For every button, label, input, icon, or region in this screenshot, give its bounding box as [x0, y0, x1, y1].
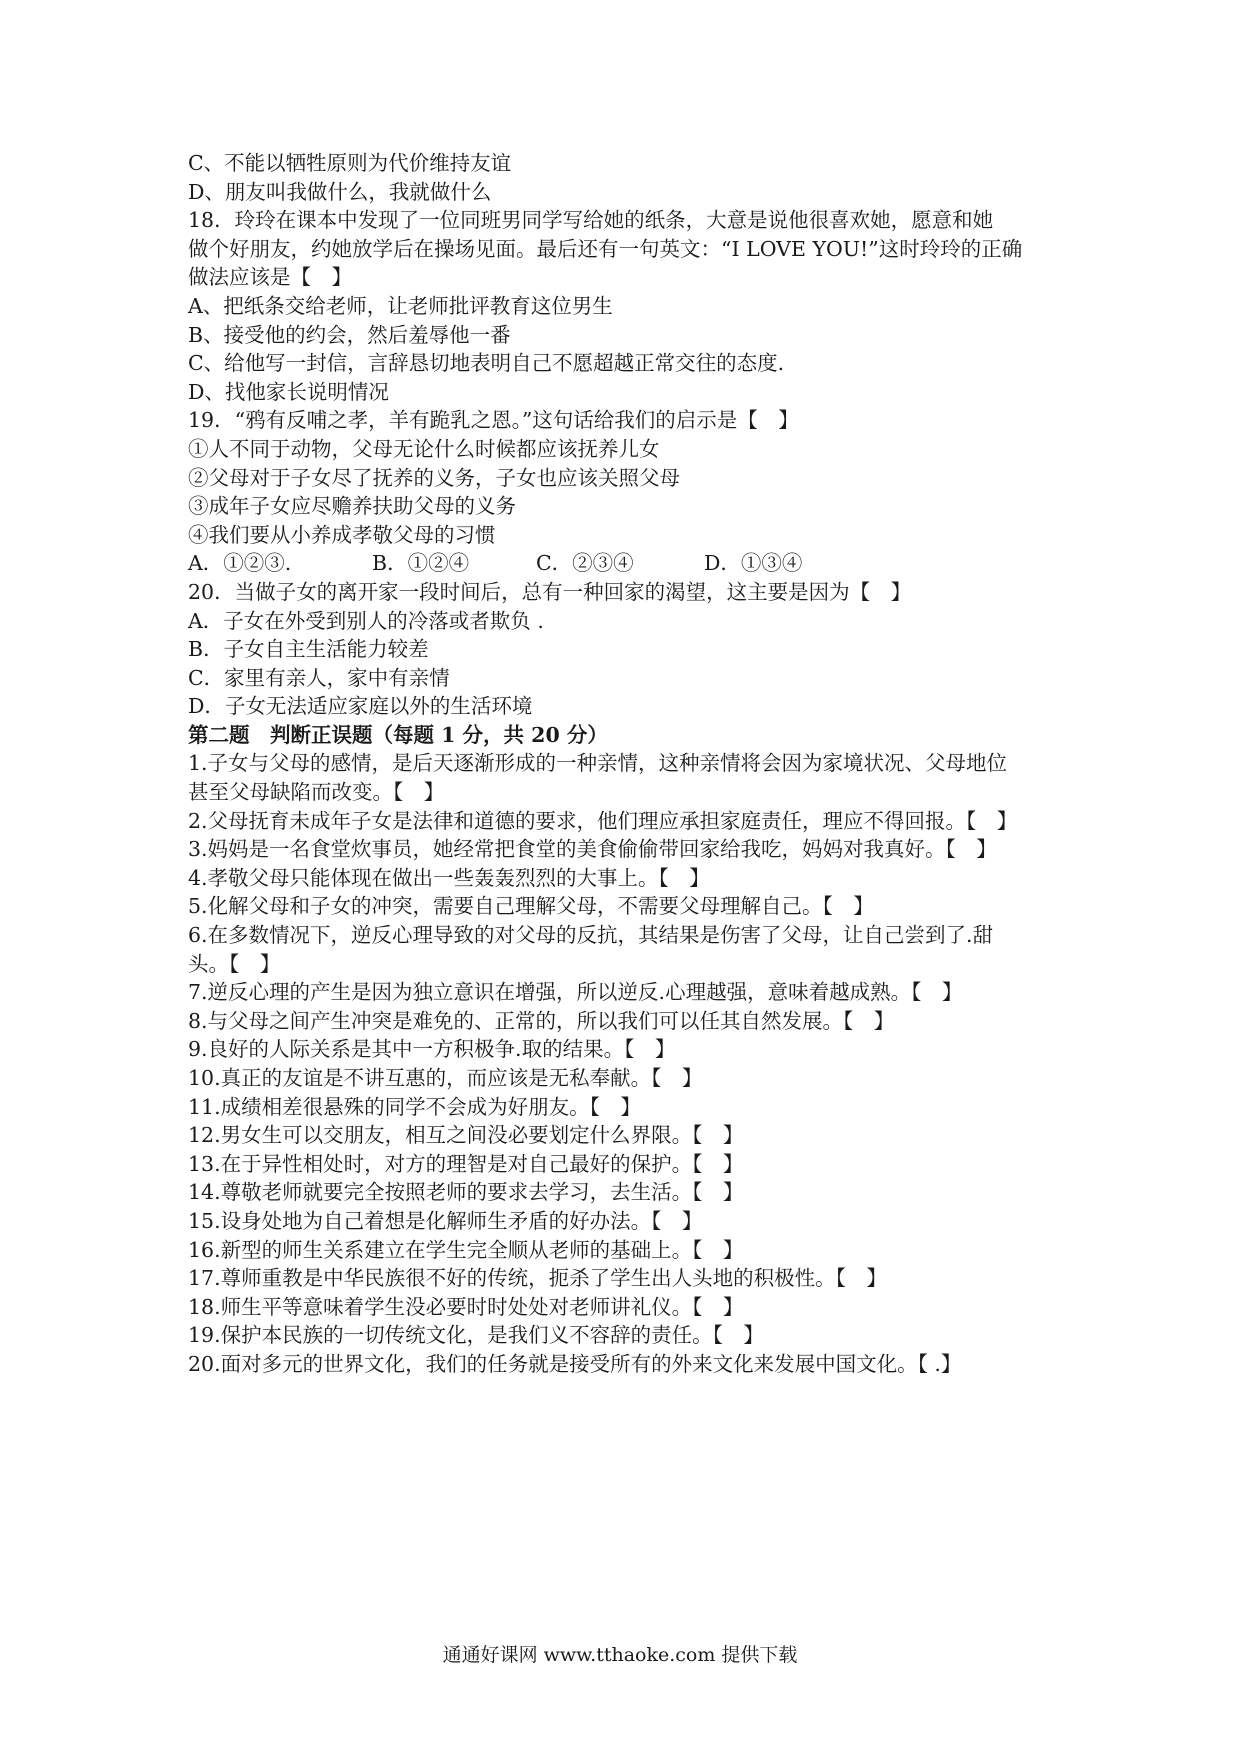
judgement-item-line: 11.成绩相差很悬殊的同学不会成为好朋友。【 】 — [188, 1094, 641, 1119]
judgement-item-line: 12.男女生可以交朋友，相互之间没必要划定什么界限。【 】 — [188, 1123, 744, 1148]
q18-option-a: A、把纸条交给老师，让老师批评教育这位男生 — [188, 293, 613, 318]
q19-option-d: D．①③④ — [704, 551, 803, 576]
q18-stem-line: 做个好朋友，约她放学后在操场见面。最后还有一句英文：“I LOVE YOU!”这时玲玲的正确 — [188, 236, 1023, 261]
q18-option-c: C、给他写一封信，言辞恳切地表明自己不愿超越正常交往的态度. — [188, 351, 785, 376]
judgement-item-line: 7.逆反心理的产生是因为独立意识在增强，所以逆反.心理越强，意味着越成熟。【 】 — [188, 980, 963, 1005]
section-2-items — [188, 749, 1068, 1378]
q20-option-d: D．子女无法适应家庭以外的生活环境 — [188, 694, 533, 719]
judgement-item-line: 17.尊师重教是中华民族很不好的传统，扼杀了学生出人头地的积极性。【 】 — [188, 1266, 887, 1291]
q20-option-c: C．家里有亲人，家中有亲情 — [188, 665, 450, 690]
judgement-item-line: 2.父母抚育未成年子女是法律和道德的要求，他们理应承担家庭责任，理应不得回报。【 】 — [188, 808, 1018, 833]
judgement-item-line: 16.新型的师生关系建立在学生完全顺从老师的基础上。【 】 — [188, 1237, 744, 1262]
judgement-item-line: 19.保护本民族的一切传统文化，是我们义不容辞的责任。【 】 — [188, 1323, 764, 1348]
judgement-item-line: 1.子女与父母的感情，是后天逐渐形成的一种亲情，这种亲情将会因为家境状况、父母地位 — [188, 751, 1008, 776]
q19-option-c: C．②③④ — [536, 551, 634, 576]
q19-statement-2: ②父母对于子女尽了抚养的义务，子女也应该关照父母 — [188, 465, 680, 490]
judgement-item-line: 头。【 】 — [188, 951, 281, 976]
q18-option-b: B、接受他的约会，然后羞辱他一番 — [188, 322, 511, 347]
section-2-title: 第二题 判断正误题（每题 1 分，共 20 分） — [188, 722, 608, 747]
q18-stem-line: 18．玲玲在课本中发现了一位同班男同学写给她的纸条，大意是说他很喜欢她，愿意和她 — [188, 208, 994, 233]
judgement-item-line: 20.面对多元的世界文化，我们的任务就是接受所有的外来文化来发展中国文化。【 .】 — [188, 1351, 962, 1376]
judgement-item-line: 13.在于异性相处时，对方的理智是对自己最好的保护。【 】 — [188, 1151, 744, 1176]
footer-credit: 通通好课网 www.tthaoke.com 提供下载 — [442, 1644, 798, 1666]
q20-option-b: B．子女自主生活能力较差 — [188, 637, 429, 662]
q20-stem: 20．当做子女的离开家一段时间后，总有一种回家的渴望，这主要是因为【 】 — [188, 579, 912, 604]
judgement-item-line: 9.良好的人际关系是其中一方积极争.取的结果。【 】 — [188, 1037, 676, 1062]
judgement-item-line: 10.真正的友谊是不讲互惠的，而应该是无私奉献。【 】 — [188, 1066, 703, 1090]
q17-option-d: D、朋友叫我做什么，我就做什么 — [188, 179, 492, 204]
judgement-item-line: 15.设身处地为自己着想是化解师生矛盾的好办法。【 】 — [188, 1208, 703, 1233]
q17-option-c: C、不能以牺牲原则为代价维持友谊 — [188, 151, 512, 175]
q19-options-row — [188, 549, 1068, 578]
judgement-item-line: 6.在多数情况下，逆反心理导致的对父母的反抗，其结果是伤害了父母，让自己尝到了.甜 — [188, 923, 994, 948]
q19-option-a: A．①②③. — [188, 551, 292, 576]
q20-option-a: A．子女在外受到别人的冷落或者欺负 . — [188, 608, 544, 633]
judgement-item-line: 4.孝敬父母只能体现在做出一些轰轰烈烈的大事上。【 】 — [188, 865, 710, 890]
judgement-item-line: 8.与父母之间产生冲突是难免的、正常的，所以我们可以任其自然发展。【 】 — [188, 1008, 895, 1033]
judgement-item-line: 3.妈妈是一名食堂炊事员，她经常把食堂的美食偷偷带回家给我吃，妈妈对我真好。【 】 — [188, 837, 997, 862]
q19-statement-3: ③成年子女应尽赡养扶助父母的义务 — [188, 494, 516, 519]
q19-statement-4: ④我们要从小养成孝敬父母的习惯 — [188, 522, 496, 547]
exam-page — [188, 149, 1068, 1379]
q18-stem-line: 做法应该是【 】 — [188, 265, 352, 290]
q19-statement-1: ①人不同于动物，父母无论什么时候都应该抚养儿女 — [188, 436, 660, 461]
q19-option-b: B．①②④ — [372, 551, 470, 576]
judgement-item-line: 甚至父母缺陷而改变。【 】 — [188, 780, 445, 805]
q18-option-d: D、找他家长说明情况 — [188, 379, 389, 404]
judgement-item-line: 14.尊敬老师就要完全按照老师的要求去学习，去生活。【 】 — [188, 1180, 744, 1205]
judgement-item-line: 5.化解父母和子女的冲突，需要自己理解父母，不需要父母理解自己。【 】 — [188, 894, 874, 919]
judgement-item-line: 18.师生平等意味着学生没必要时时处处对老师讲礼仪。【 】 — [188, 1294, 744, 1319]
q19-stem: 19．“鸦有反哺之孝，羊有跪乳之恩。”这句话给我们的启示是【 】 — [188, 408, 799, 433]
